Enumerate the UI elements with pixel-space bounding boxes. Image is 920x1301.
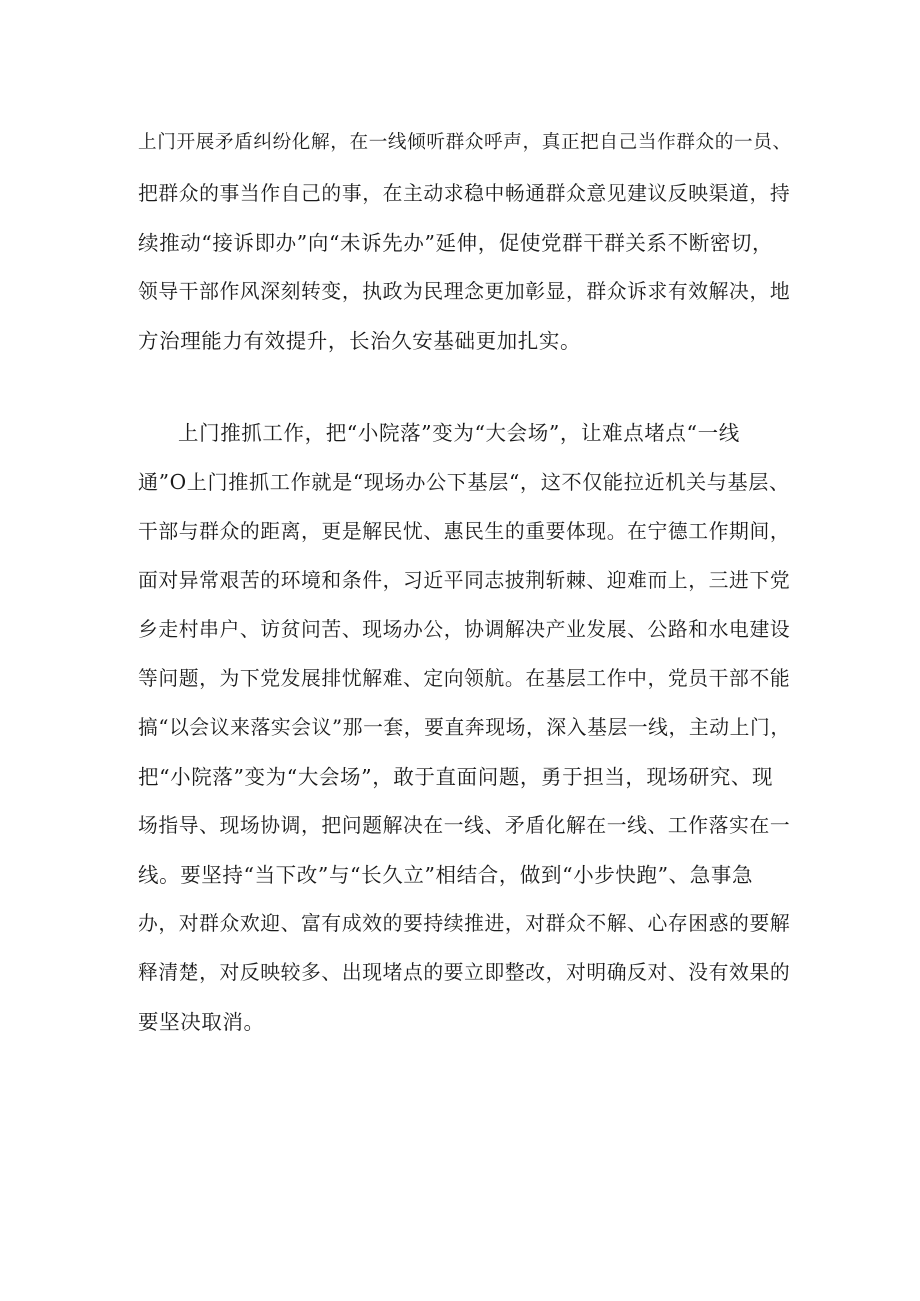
text-line: 线。要坚持“当下改”与“长久立”相结合，做到“小步快跑”、急事急 — [138, 863, 754, 887]
text-line: 面对异常艰苦的环境和条件，习近平同志披荆斩棘、迎难而上，三进下党 — [138, 569, 791, 592]
text-line: 办，对群众欢迎、富有成效的要持续推进，对群众不解、心存困惑的要解 — [138, 912, 791, 935]
text-line: 乡走村串户、访贫问苦、现场办公，协调解决产业发展、公路和水电建设 — [138, 618, 791, 641]
text-line: 要坚决取消。 — [138, 1010, 265, 1034]
text-line: 释清楚，对反映较多、出现堵点的要立即整改，对明确反对、没有效果的 — [138, 961, 791, 984]
text-line: 上门开展矛盾纠纷化解，在一线倾听群众呼声，真正把自己当作群众的一员、 — [138, 132, 792, 153]
text-line: 把“小院落”变为“大会场”，敢于直面问题，勇于担当，现场研究、现 — [138, 765, 774, 789]
text-line: 领导干部作风深刻转变，执政为民理念更加彰显，群众诉求有效解决，地 — [138, 280, 791, 303]
text-line: 场指导、现场协调，把问题解决在一线、矛盾化解在一线、工作落实在一 — [138, 814, 791, 837]
text-line: 方治理能力有效提升，长治久安基础更加扎实。 — [138, 329, 582, 353]
text-line: 通”O上门推抓工作就是“现场办公下基层“，这不仅能拉近机关与基层、 — [138, 470, 790, 494]
text-line: 把群众的事当作自己的事，在主动求稳中畅通群众意见建议反映渠道，持 — [138, 182, 791, 205]
text-line: 搞“以会议来落实会议”那一套，要直奔现场，深入基层一线，主动上门， — [138, 716, 791, 739]
text-line: 续推动“接诉即办”向“未诉先办”延伸，促使党群干群关系不断密切， — [138, 231, 774, 255]
text-line: 等问题，为下党发展排忧解难、定向领航。在基层工作中，党员干部不能 — [138, 667, 791, 690]
text-line: 上门推抓工作，把“小院落”变为“大会场”，让难点堵点“一线 — [178, 421, 740, 445]
text-line: 干部与群众的距离，更是解民忧、惠民生的重要体现。在宁德工作期间， — [138, 520, 791, 543]
